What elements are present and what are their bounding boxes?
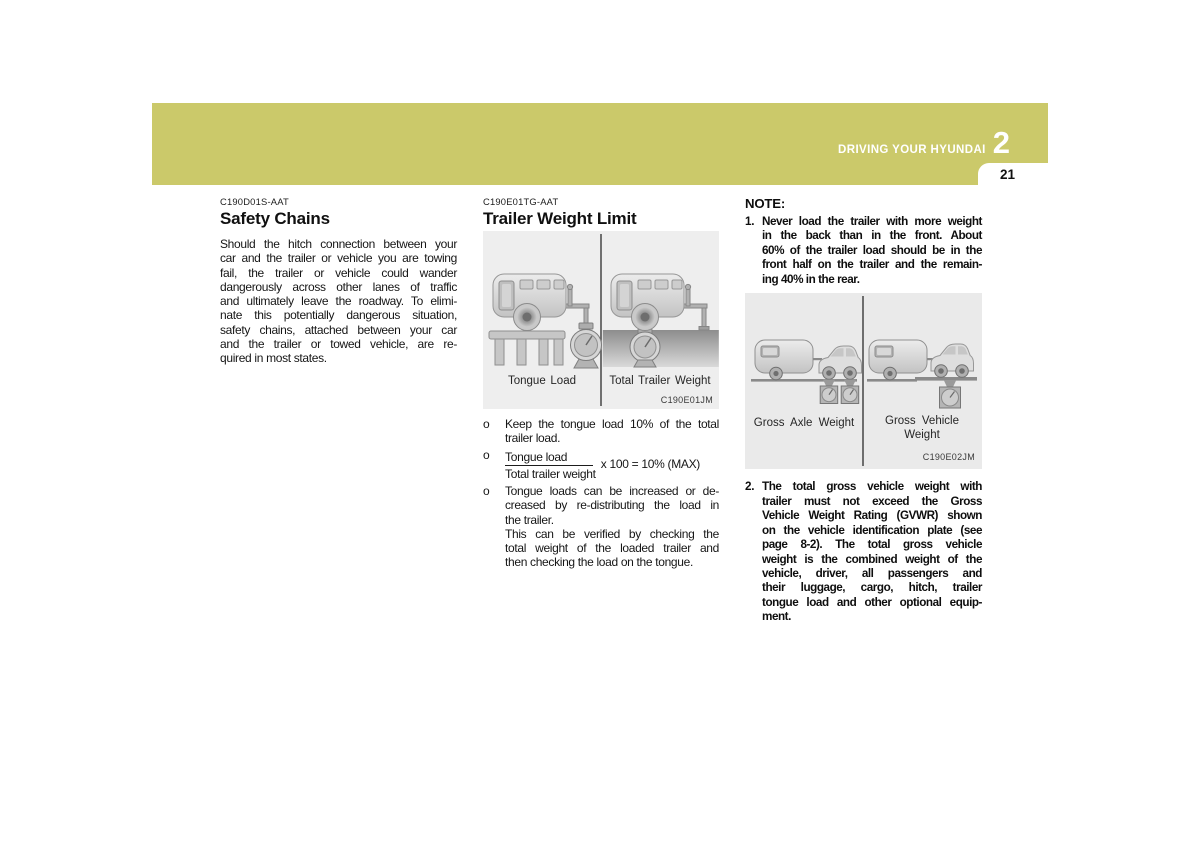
hitch-bar (813, 358, 822, 360)
safety-chains-section (220, 196, 457, 365)
figure-label-tongue-load: Tongue Load (507, 375, 577, 387)
note-section (745, 196, 982, 625)
note-item-number: 1. (745, 215, 755, 228)
text-line: Keep the tongue load 10% of the total (505, 417, 719, 431)
text-line: creased by re-distributing the load in (505, 498, 719, 513)
text-line: tongue load and other optional equip- (762, 595, 982, 609)
note-label: NOTE: (745, 196, 786, 211)
text-line: Tongue loads can be increased or de- (505, 484, 719, 498)
bullet-item-tongue-load (483, 417, 719, 446)
text-line: Should the hitch connection between your (220, 237, 457, 251)
text-line: vehicle, driver, all passengers and (762, 566, 982, 580)
section-heading-safety-chains: Safety Chains (220, 209, 330, 228)
text-line: ing 40% in the rear. (762, 272, 860, 286)
safety-chains-paragraph (220, 237, 457, 365)
section-code: C190D01S-AAT (220, 196, 289, 207)
text-line: fail, the trailer or vehicle could wander (220, 265, 457, 280)
figure-label-gross-axle-weight: Gross Axle Weight (753, 417, 855, 430)
text-line: page 8-2). The total gross vehicle (762, 538, 982, 552)
text-line: total weight of the loaded trailer and (505, 541, 719, 555)
text-line: dangerously across other lanes of traffic (220, 279, 457, 294)
text-line: 60% of the trailer load should be in the (762, 243, 982, 257)
text-line: Vehicle Weight Rating (GVWR) shown (762, 509, 982, 523)
text-line: Never load the trailer with more weight (762, 215, 982, 228)
chapter-number: 2 (992, 125, 1010, 160)
text-line: and ultimately leave the roadway. To elimi- (220, 294, 457, 308)
text-line: in the back than in the front. About (762, 229, 982, 243)
weigh-platform (915, 377, 977, 381)
figure-label-gross-vehicle: Gross Vehicle (885, 415, 959, 428)
text-line: front half on the trailer and the remain- (762, 258, 982, 272)
formula-fraction (505, 448, 596, 482)
text-line: their luggage, cargo, hitch, trailer (762, 581, 982, 595)
chapter-header-band (152, 103, 1048, 185)
section-heading-trailer-weight-limit: Trailer Weight Limit (483, 209, 637, 228)
figure-code: C190E02JM (922, 452, 975, 463)
formula-rhs: x 100 = 10% (MAX) (600, 457, 700, 472)
note-item-number: 2. (745, 480, 755, 494)
text-line: then checking the load on the tongue. (505, 555, 693, 570)
text-line: safety chains, attached between your car (220, 322, 457, 337)
tongue-load-figure (483, 231, 719, 409)
bullet-item-redistribute (483, 484, 719, 570)
figure-label-weight: Weight (904, 429, 940, 442)
bullet-marker: o (483, 447, 490, 462)
text-line: the trailer. (505, 512, 554, 527)
bullet-item-formula (483, 448, 719, 482)
text-line: trailer must not exceed the Gross (762, 494, 982, 508)
trailer-weight-limit-section (483, 196, 719, 570)
figure-code: C190E01JM (660, 395, 713, 405)
note-item-1 (745, 215, 982, 287)
ground-line (751, 379, 857, 382)
figure-label-total-trailer-weight: Total Trailer Weight (609, 375, 711, 387)
page-number: 21 (1000, 166, 1016, 182)
note-item-2 (745, 480, 982, 625)
formula-numerator: Tongue load (505, 450, 593, 466)
ground (603, 330, 719, 367)
chapter-title (838, 127, 1010, 158)
bullet-marker: o (483, 484, 490, 498)
text-line: weight is the combined weight of the (762, 552, 982, 566)
chapter-title-text: DRIVING YOUR HYUNDAI (838, 144, 986, 156)
section-code: C190E01TG-AAT (483, 196, 559, 207)
text-line: The total gross vehicle weight with (762, 480, 982, 494)
text-line: and the trailer or towed vehicle, are re- (220, 336, 457, 351)
gross-weight-figure (745, 293, 982, 469)
text-line: on the vehicle identification plate (see (762, 523, 982, 537)
text-line: car and the trailer or vehicle you are towing (220, 251, 457, 266)
bullet-marker: o (483, 417, 490, 431)
text-line: nate this potentially dangerous situation, (220, 308, 457, 323)
text-line: This can be verified by checking the (505, 526, 719, 541)
formula-denominator: Total trailer weight (505, 466, 596, 481)
text-line: trailer load. (505, 431, 561, 446)
text-line: quired in most states. (220, 351, 327, 365)
page-number-tab (978, 163, 1048, 185)
text-line: ment. (762, 610, 791, 624)
tongue-load-formula (505, 448, 700, 482)
